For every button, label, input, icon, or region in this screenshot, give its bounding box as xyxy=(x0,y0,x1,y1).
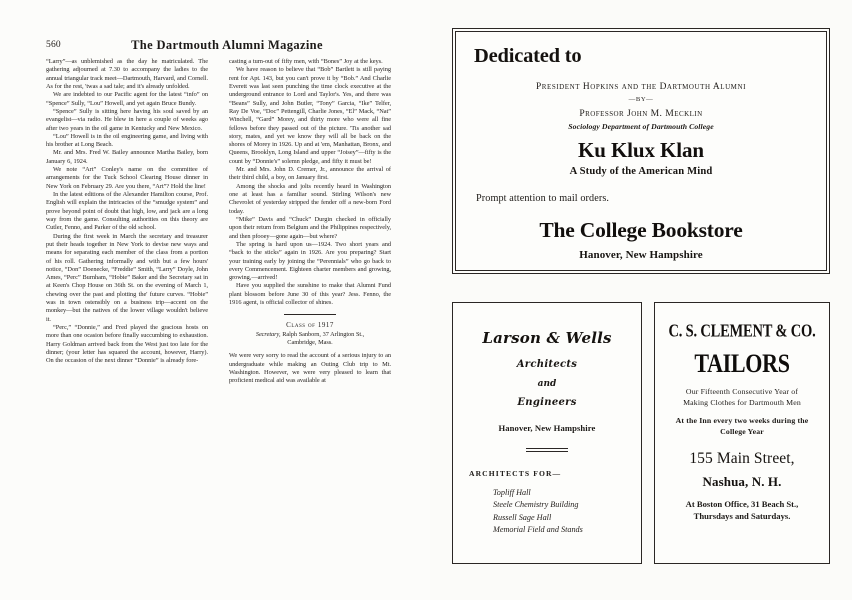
ad-larson-content xyxy=(452,302,642,564)
article-paragraph: “Mike” Davis and “Chuck” Durgin checked in officially upon their return from Belgium and the Philippines respectively, and then pfooey—gone again—but where? xyxy=(229,215,391,240)
article-paragraph: casting a turn-out of fifty men, with “Bones” Joy at the keys. xyxy=(229,58,383,65)
running-head xyxy=(46,38,386,54)
ad-boston-line1: At Boston Office, 31 Beach St., xyxy=(685,499,799,509)
ad-firm-location: Hanover, New Hampshire xyxy=(498,423,596,433)
ad-boston-line2: Thursdays and Saturdays. xyxy=(693,511,791,522)
class-section-heading: Class of 1917 xyxy=(286,321,334,330)
ad-boston-office xyxy=(660,498,824,523)
article-paragraph: We were very sorry to read the account of a serious injury to an undergraduate while making an Outing Club trip to Mt. Washington. However, we were very pleased to learn that proficient medical aid was available at xyxy=(229,352,391,385)
article-paragraph: We have reason to believe that “Bob” Bartlett is still paying rent for Apt. 143, but you can't prove it by “Bob.” And Charlie Everett was last seen punching the time clock executive at the underground entrance to Lord and Taylor's. Yes, and there was “Beans” Sully, and John Butler, “Tony” Garcia, “Ike” Telfer, Ray De Voe, “Doc” Pettengill, Charlie Jones, “El” Mack, “Nat” Winchell, “Gard” Morey, and thirty more who were all fine fellows before they passed out of the picture. 'Tis another sad story, mates, and yet we know they will all be back on the shores of Morey in 1926. Up and at 'em, Manhattan, Bronx, and Queens, Brooklyn, Long Island and upper “Joisey”—fifty is the count by “Donnie's” solemn pledge, and fifty it must be! xyxy=(229,66,391,165)
ad-project-item: Russell Sage Hall xyxy=(493,512,552,522)
article-paragraph: In the latest editions of the Alexander Hamilton course, Prof. English will explain the intricacies of the “smudge system” and prove beyond point of doubt that high, low, and jack are a long way from the game. Consulting authorities on this theory are Cutler, Fenno, and Parker of the old school. xyxy=(46,191,208,232)
article-column-right xyxy=(229,58,391,563)
ad-project-item: Memorial Field and Stands xyxy=(493,525,583,535)
secretary-label: Secretary, xyxy=(255,330,281,338)
ad-tagline xyxy=(660,386,824,408)
ad-tagline-line1: Our Fifteenth Consecutive Year of xyxy=(685,387,799,396)
article-paragraph: “Larry”—as unblemished as the day he matriculated. The gathering adjourned at 7.30 to accompany the ladies to the annual triangular track meet—Dartmouth, Harvard, and Cornell. As for the rest, 'twas a sad tale; and it's already unfolded. xyxy=(46,58,208,90)
ad-visit-line2: College Year xyxy=(720,427,764,436)
section-divider-rule xyxy=(284,314,336,315)
ad-project-item: Topliff Hall xyxy=(493,488,531,497)
article-paragraph: “Spence” Sully is sitting here having his soul saved by an evangelist—via radio. He blew in here a couple of weeks ago after two years in the oil game in Kentucky and New Mexico. xyxy=(46,107,208,132)
ad-project-item: Steele Chemistry Building xyxy=(493,500,579,510)
ad-dedicatee: President Hopkins and the Dartmouth Alumni xyxy=(536,82,746,92)
page-number: 560 xyxy=(46,40,61,50)
ad-firm-name: C. S. CLEMENT & CO. xyxy=(668,322,816,342)
ad-book-subtitle: A Study of the American Mind xyxy=(569,166,713,177)
ad-street-address: 155 Main Street, xyxy=(689,450,795,467)
ad-role-architects: Architects xyxy=(516,359,578,370)
secretary-address-line1: Ralph Sanborn, 37 Arlington St., xyxy=(282,330,365,338)
ad-visit-line1: At the Inn every two weeks during the xyxy=(675,416,809,425)
article-paragraph: Have you supplied the sunshine to make that Alumni Fund plant blossom before June 30 of this year? Jess. Fenno, the 1916 agent, is official collector of shines. xyxy=(229,282,391,307)
ad-by-label: —BY— xyxy=(628,96,654,103)
ad-city-state: Nashua, N. H. xyxy=(702,474,782,489)
ad-mail-order-note: Prompt attention to mail orders. xyxy=(476,193,610,204)
ad-book-title: Ku Klux Klan xyxy=(577,138,704,162)
ad-author-affiliation: Sociology Department of Dartmouth College xyxy=(568,122,714,131)
running-title: The Dartmouth Alumni Magazine xyxy=(131,38,323,52)
article-paragraph: “Perc,” “Donnie,” and Fred played the gracious hosts on more than one ocasion before finally succumbing to exhaustion. Harry Goldman arrived back from the West just too late for the dinner; (your letter has squared the account, however, Harry). On the occasion of the next dinner “Donnie” is already fore- xyxy=(46,324,208,365)
ad-projects-label: ARCHITECTS FOR— xyxy=(469,469,562,478)
ad-firm-name: Larson & Wells xyxy=(482,329,612,347)
class-secretary-line xyxy=(229,331,391,348)
article-paragraph: We are indebted to our Pacific agent for the latest “info” on “Spence” Sully, “Lou” Howell, and yet again Bruce Bundy. xyxy=(46,91,208,107)
ad-store-location: Hanover, New Hampshire xyxy=(579,249,703,261)
article-paragraph: Among the shocks and jolts recently heard in Washington one at least has a familiar sound. Stirling Wilson's new Chevrolet of yesterday stripped the fender off a new-born Ford today. xyxy=(229,182,391,215)
article-paragraph: Mr. and Mrs. Fred W. Bailey announce Martha Bailey, born January 6, 1924. xyxy=(46,149,208,165)
ad-bookstore-content xyxy=(452,28,830,274)
ad-store-name: The College Bookstore xyxy=(539,218,743,242)
ad-conjunction: and xyxy=(537,379,557,389)
article-paragraph: The spring is hard upon us—1924. Two short years and “back to the sticks” again in 1926. Are you preparing? Start your training early by joining the “Perennials” who go back to every Commencement. Eighteen charter members and growing, growing,—arrived! xyxy=(229,240,391,282)
ad-divider-rule xyxy=(526,448,568,452)
article-paragraph: During the first week in March the secretary and treasurer put their heads together in New York to devise new ways and means for separating each member of the class from a portion of his roll. Gathering informally and with but a few hours' notice, “Don” Doenecke, “Freddie” Smith, “Larry” Doyle, John Ames, “Perc” Burnham, “Hobie” Baker and the Secretary sat in at Keen's Chop House on 36th St. on the evening of March 1, chewing over the past and plotting the' future curves. “Hobie” was in town ostensibly on a business trip—accent on the monkey—but the natives of the lower village wouldn't believe it. xyxy=(46,232,208,323)
ad-role-engineers: Engineers xyxy=(517,397,577,408)
ad-author-name: Professor John M. Mecklin xyxy=(579,108,703,119)
article-paragraph: We note “Art” Conley's name on the committee of arrangements for the Tuck School Clearing House dinner in New York on February 29. Are you there, “Art”? Hold the line! xyxy=(46,166,208,190)
article-body xyxy=(46,58,391,563)
ad-larson-and-wells xyxy=(452,302,642,564)
ad-dedication-headline: Dedicated to xyxy=(474,45,582,67)
article-paragraph: Mr. and Mrs. John D. Cremer, Jr., announce the arrival of their third child, a boy, on January first. xyxy=(229,166,391,182)
secretary-address-line2: Cambridge, Mass. xyxy=(287,338,333,346)
ad-cs-clement-tailors xyxy=(654,302,830,564)
ad-tagline-line2: Making Clothes for Dartmouth Men xyxy=(683,398,801,407)
article-paragraph: “Lou” Howell is in the oil engineering game, and living with his brother at Long Beach. xyxy=(46,132,208,149)
ad-projects-list xyxy=(493,487,583,537)
ad-college-bookstore xyxy=(452,28,830,274)
ad-visit-note xyxy=(660,415,824,437)
ad-trade-headline: TAILORS xyxy=(694,348,790,378)
ad-clement-content xyxy=(654,302,830,564)
article-column-left xyxy=(46,58,208,563)
